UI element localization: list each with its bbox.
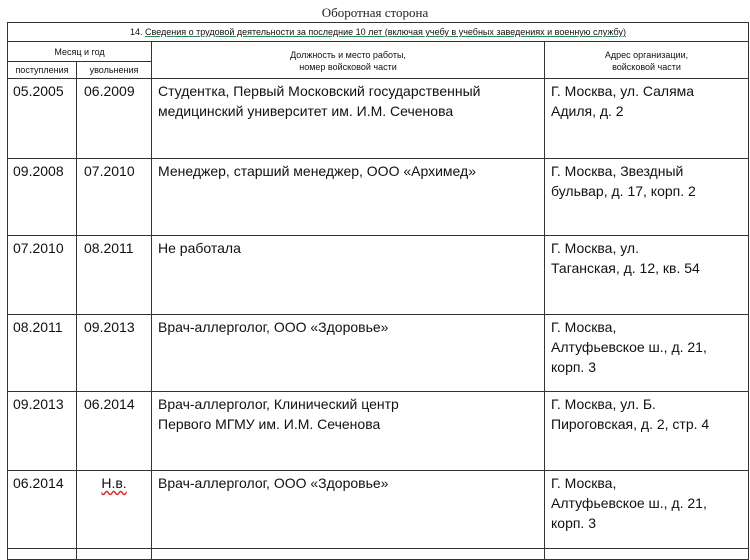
address-line: Г. Москва, Звездный	[551, 163, 684, 179]
table-row	[8, 79, 749, 159]
position-header-line1: Должность и место работы,	[290, 50, 406, 60]
position-line: Студентка, Первый Московский государственный	[158, 83, 481, 99]
start-date: 05.2005	[8, 79, 77, 159]
address-cell	[545, 471, 749, 549]
position-cell	[152, 159, 545, 236]
address-cell	[545, 392, 749, 471]
position-cell	[152, 392, 545, 471]
address-header	[545, 42, 749, 79]
address-line: Алтуфьевское ш., д. 21,	[551, 339, 707, 355]
address-cell	[545, 159, 749, 236]
position-cell	[152, 236, 545, 315]
start-date: 07.2010	[8, 236, 77, 315]
address-line: Таганская, д. 12, кв. 54	[551, 260, 700, 276]
end-date: 06.2014	[77, 392, 152, 471]
address-line: Г. Москва,	[551, 319, 617, 335]
start-date: 09.2008	[8, 159, 77, 236]
position-header-line2: номер войсковой части	[299, 62, 397, 72]
address-line: Г. Москва, ул.	[551, 240, 639, 256]
end-date: 06.2009	[77, 79, 152, 159]
address-line: Г. Москва, ул. Б.	[551, 396, 656, 412]
address-cell	[545, 315, 749, 392]
position-line: Первого МГМУ им. И.М. Сеченова	[158, 416, 381, 432]
section-header	[8, 23, 749, 42]
dismissal-header: увольнения	[77, 62, 152, 79]
address-line: бульвар, д. 17, корп. 2	[551, 183, 696, 199]
end-date: 08.2011	[77, 236, 152, 315]
table-row	[8, 236, 749, 315]
position-cell	[152, 315, 545, 392]
address-line: Алтуфьевское ш., д. 21,	[551, 495, 707, 511]
end-date-text: Н.в.	[101, 475, 127, 491]
section-title: Сведения о трудовой деятельности за последние 10 лет (включая учебу в учебных заведениях и военную службу)	[145, 27, 626, 37]
position-line: медицинский университет им. И.М. Сеченова	[158, 103, 454, 119]
table-row	[8, 471, 749, 549]
position-header	[152, 42, 545, 79]
start-date: 09.2013	[8, 392, 77, 471]
address-line: корп. 3	[551, 359, 597, 375]
position-line: Врач-аллерголог, ООО «Здоровье»	[158, 475, 389, 491]
month-year-header: Месяц и год	[8, 42, 152, 62]
address-cell	[545, 79, 749, 159]
address-line: Пироговская, д. 2, стр. 4	[551, 416, 710, 432]
position-line: Менеджер, старший менеджер, ООО «Архимед»	[158, 163, 476, 179]
end-date: 09.2013	[77, 315, 152, 392]
position-cell	[152, 471, 545, 549]
position-cell	[152, 79, 545, 159]
position-line: Врач-аллерголог, ООО «Здоровье»	[158, 319, 389, 335]
address-cell	[545, 236, 749, 315]
start-date: 08.2011	[8, 315, 77, 392]
header-row-1	[8, 42, 749, 62]
position-line: Не работала	[158, 240, 241, 256]
employment-history-table	[7, 22, 749, 560]
end-date	[77, 471, 152, 549]
address-line: Г. Москва,	[551, 475, 617, 491]
start-date: 06.2014	[8, 471, 77, 549]
table-row	[8, 159, 749, 236]
address-header-line2: войсковой части	[612, 62, 681, 72]
address-line: Г. Москва, ул. Саляма	[551, 83, 695, 99]
admission-header: поступления	[8, 62, 77, 79]
end-date: 07.2010	[77, 159, 152, 236]
section-number: 14.	[130, 27, 143, 37]
address-line: корп. 3	[551, 515, 597, 531]
address-line: Адиля, д. 2	[551, 103, 624, 119]
side-title: Оборотная сторона	[321, 5, 429, 20]
table-row	[8, 315, 749, 392]
position-line: Врач-аллерголог, Клинический центр	[158, 396, 399, 412]
section-header-row	[8, 23, 749, 42]
address-header-line1: Адрес организации,	[604, 50, 689, 60]
table-row	[8, 392, 749, 471]
